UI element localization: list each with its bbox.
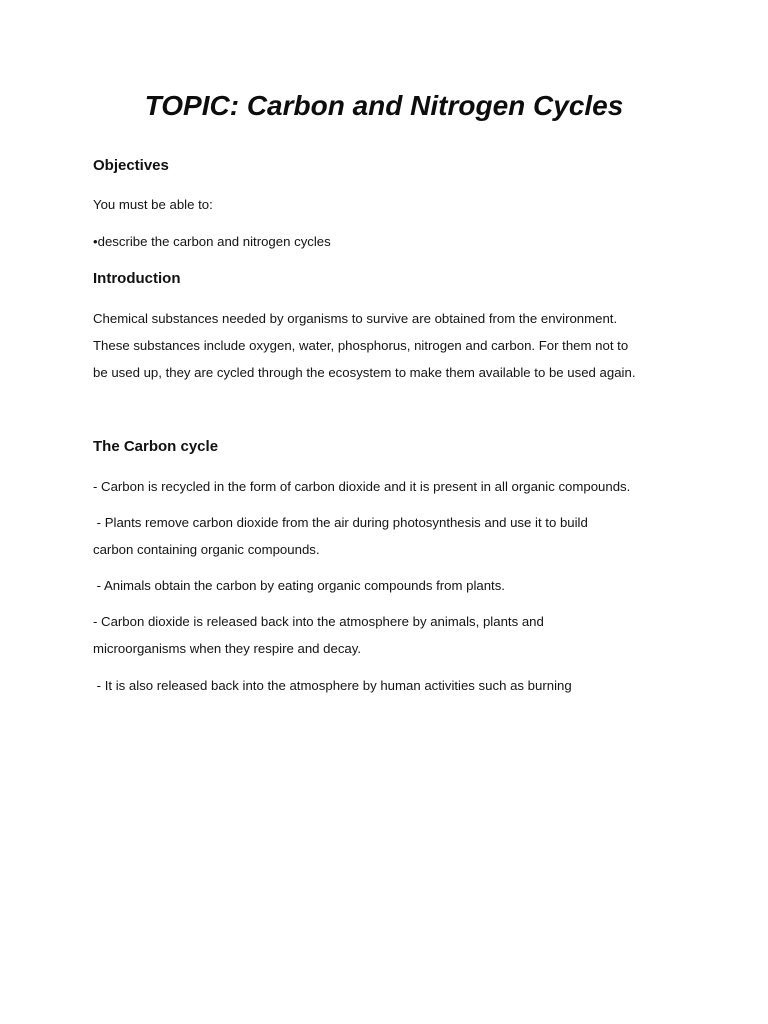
carbon-point-2 xyxy=(93,509,693,563)
objectives-intro: You must be able to: xyxy=(93,197,213,212)
carbon-point-line: carbon containing organic compounds. xyxy=(93,542,320,557)
carbon-point-line: - Animals obtain the carbon by eating organic compounds from plants. xyxy=(93,578,505,593)
carbon-point-line: - Plants remove carbon dioxide from the air during photosynthesis and use it to build xyxy=(93,515,588,530)
carbon-point-line: microorganisms when they respire and decay. xyxy=(93,641,362,656)
carbon-point-3 xyxy=(93,572,693,599)
carbon-point-line: - Carbon dioxide is released back into the atmosphere by animals, plants and xyxy=(93,614,544,629)
carbon-point-1 xyxy=(93,473,693,500)
carbon-point-line: - It is also released back into the atmosphere by human activities such as burning xyxy=(93,678,572,693)
carbon-point-line: - Carbon is recycled in the form of carbon dioxide and it is present in all organic compounds. xyxy=(93,479,631,494)
introduction-paragraph xyxy=(93,305,693,386)
introduction-line: These substances include oxygen, water, phosphorus, nitrogen and carbon. For them not to xyxy=(93,338,629,353)
carbon-point-5 xyxy=(93,672,693,699)
page-title: TOPIC: Carbon and Nitrogen Cycles xyxy=(144,90,624,121)
objectives-heading: Objectives xyxy=(93,157,169,174)
carbon-point-4 xyxy=(93,608,693,662)
introduction-heading: Introduction xyxy=(93,270,181,287)
introduction-line: be used up, they are cycled through the ecosystem to make them available to be used again. xyxy=(93,365,636,380)
introduction-line: Chemical substances needed by organisms to survive are obtained from the environment. xyxy=(93,311,618,326)
carbon-cycle-heading: The Carbon cycle xyxy=(93,438,219,455)
objectives-bullet: •describe the carbon and nitrogen cycles xyxy=(93,234,331,249)
